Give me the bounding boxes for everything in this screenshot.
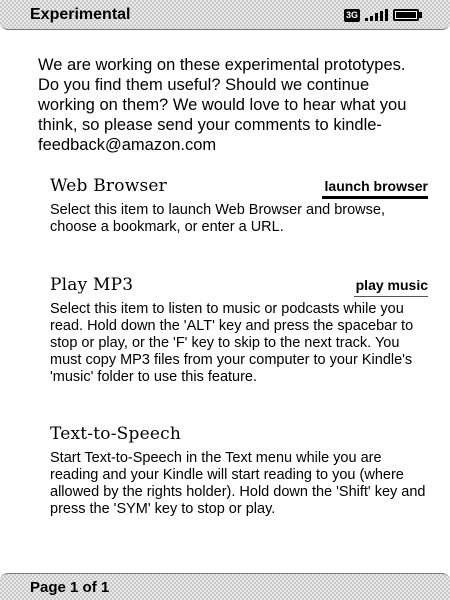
title-bar (0, 0, 450, 30)
play-music-link[interactable]: play music (355, 277, 428, 293)
footer-bar (0, 573, 450, 600)
section-web-browser (50, 176, 428, 236)
link-underline (354, 296, 428, 297)
battery-icon (393, 9, 422, 21)
main-content (38, 55, 428, 518)
page-indicator: Page 1 of 1 (30, 579, 110, 596)
intro-text: We are working on these experimental prototypes. Do you find them useful? Should we continue working on them? We would love to hear what you think, so please send your comments to kindle-feedback@amazon.com (38, 56, 407, 154)
section-body-text-to-speech: Start Text-to-Speech in the Text menu while you are reading and your Kindle will start reading to you (where allowed by the rights holder). Hold down the 'Shift' key and press the 'SYM' key to stop or play. (50, 450, 426, 517)
section-play-mp3 (50, 275, 428, 386)
section-body-web-browser: Select this item to launch Web Browser and browse, choose a bookmark, or enter a URL. (50, 202, 386, 235)
signal-strength-icon (365, 9, 388, 21)
launch-browser-link[interactable]: launch browser (324, 178, 428, 194)
page-title: Experimental (30, 6, 131, 23)
network-3g-icon: 3G (345, 9, 358, 20)
section-title-text-to-speech: Text-to-Speech (50, 424, 181, 444)
section-title-play-mp3: Play MP3 (50, 275, 134, 295)
section-body-play-mp3: Select this item to listen to music or podcasts while you read. Hold down the 'ALT' key and press the spacebar to stop or play, or the 'F' key to skip to the next track. You must copy MP3 files from your computer to your Kindle's 'music' folder to use this feature. (50, 301, 414, 385)
selection-underline (322, 196, 428, 199)
section-text-to-speech (50, 424, 428, 518)
section-title-web-browser: Web Browser (50, 176, 167, 196)
status-area (344, 8, 422, 22)
